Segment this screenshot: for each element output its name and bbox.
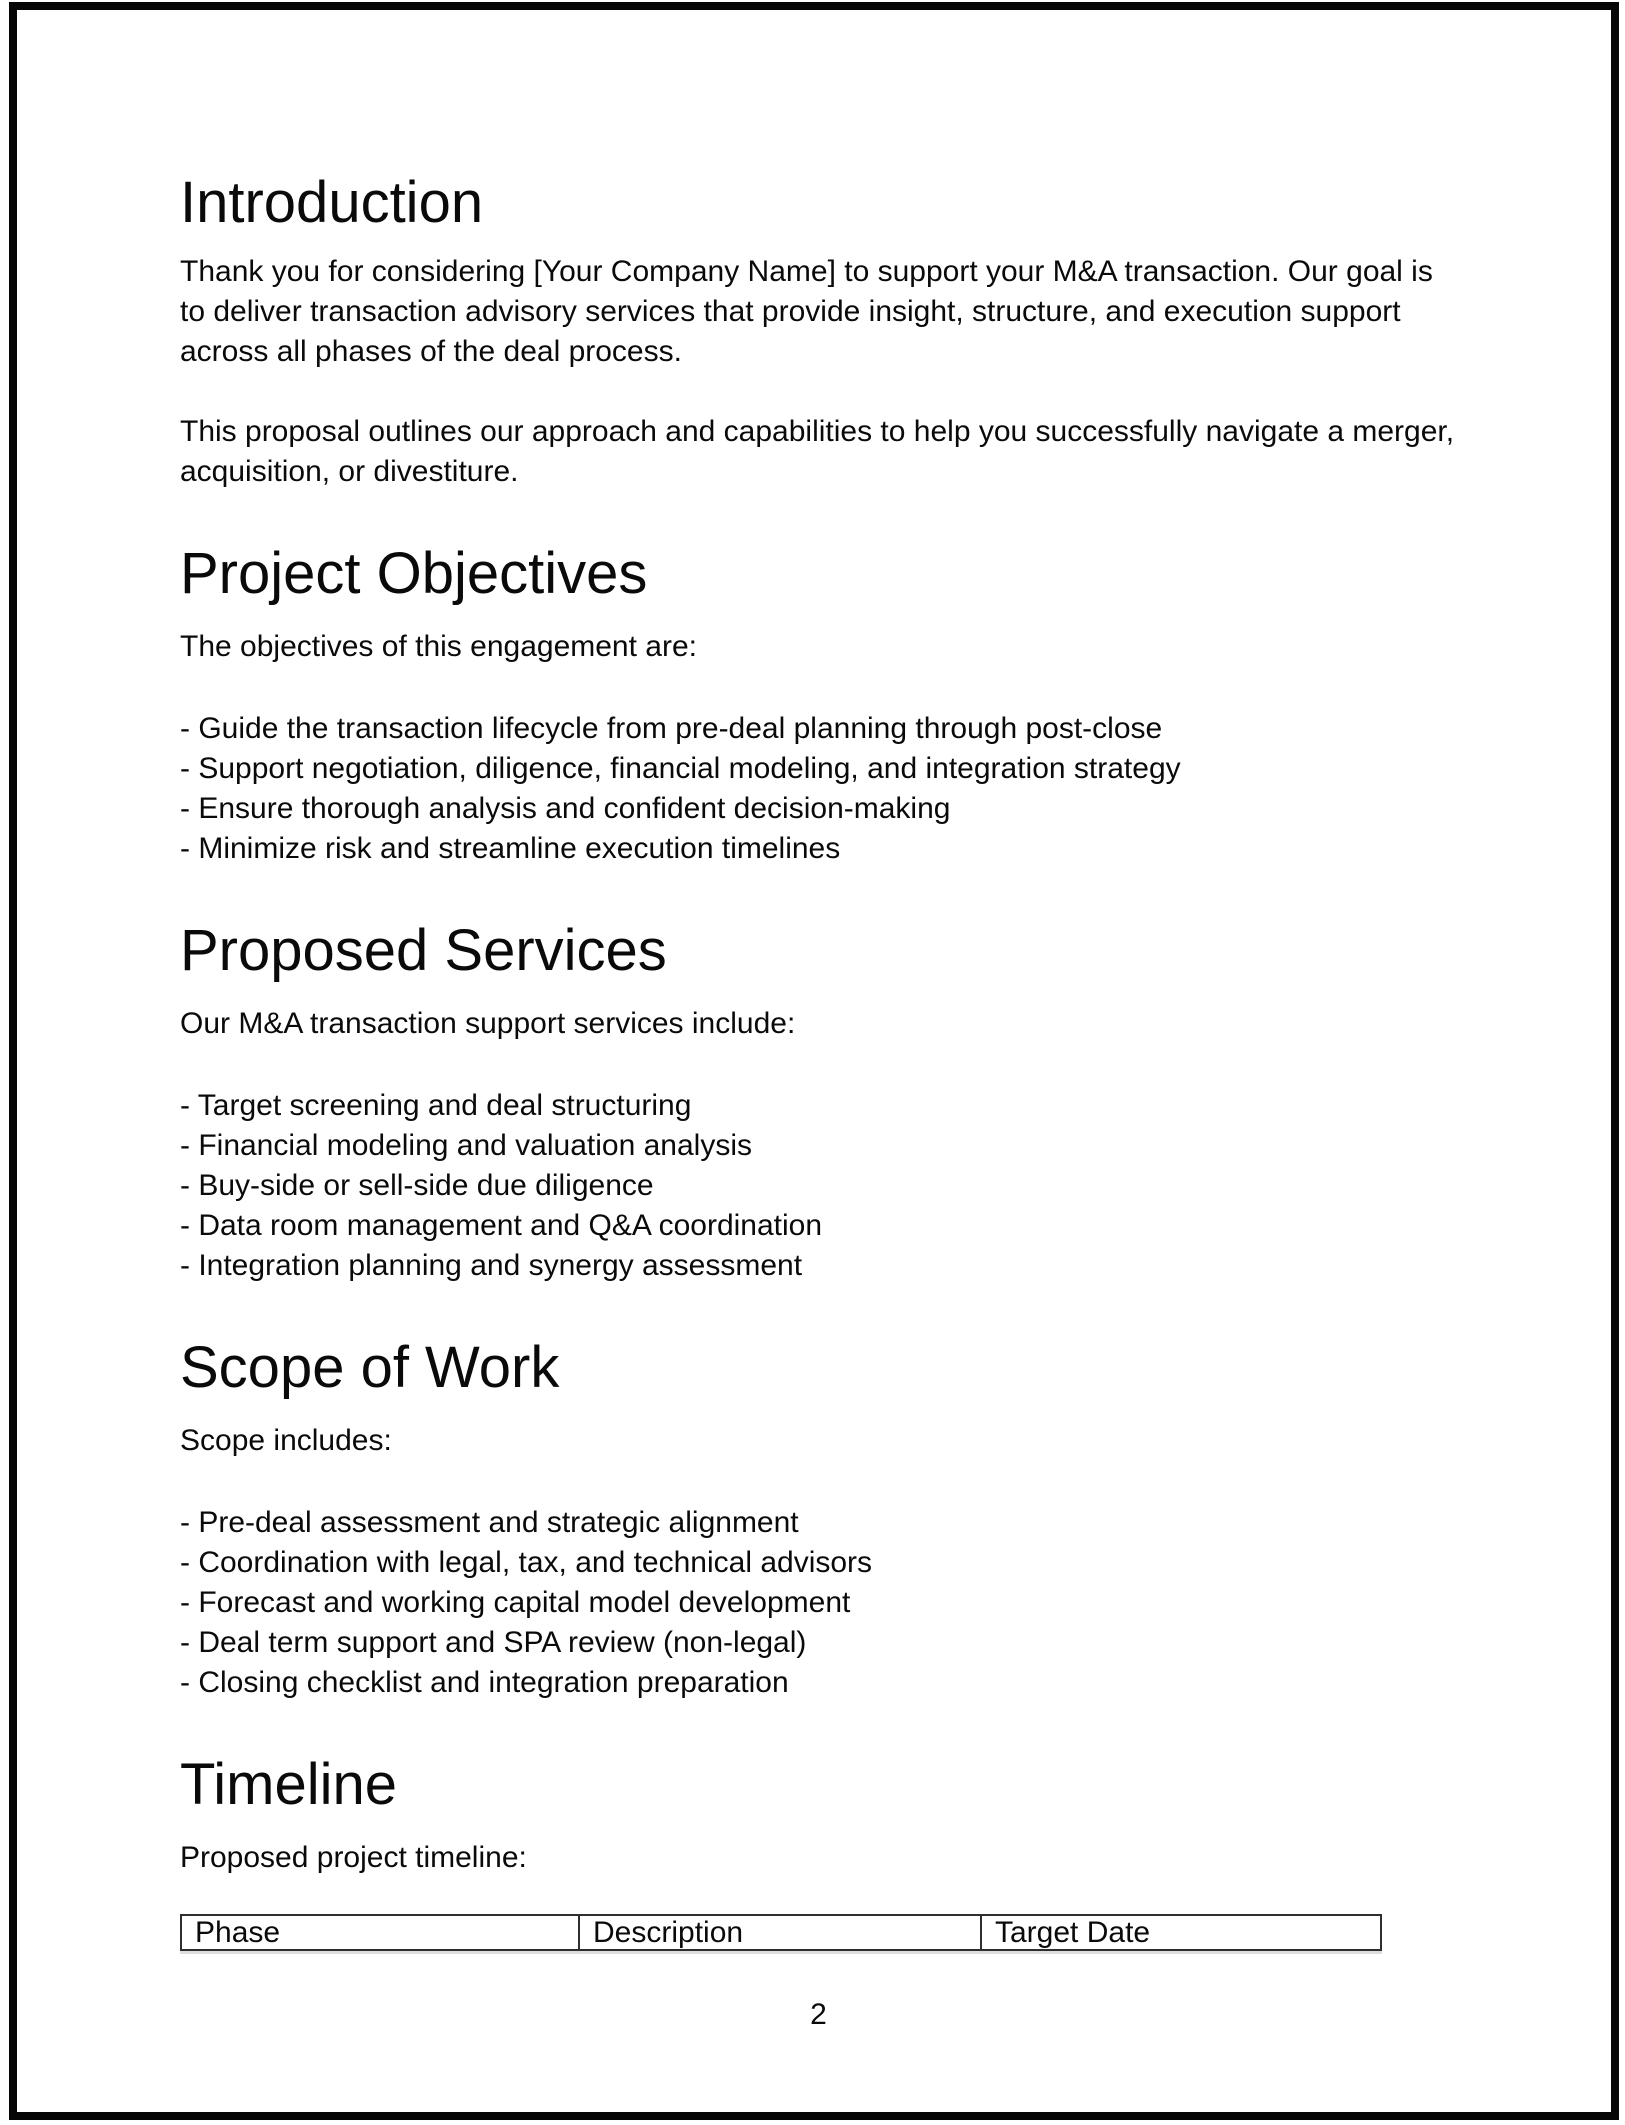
timeline-lead: Proposed project timeline:: [180, 1841, 527, 1874]
list-item: - Integration planning and synergy assessment: [180, 1249, 803, 1282]
list-item: - Support negotiation, diligence, financial modeling, and integration strategy: [180, 752, 1181, 785]
page-number: 2: [810, 1998, 827, 2031]
page-border-frame: [9, 2, 1619, 2120]
introduction-paragraph-2: This proposal outlines our approach and capabilities to help you successfully navigate a merger, acquisition, or divestiture.: [180, 415, 1455, 488]
list-item: - Buy-side or sell-side due diligence: [180, 1169, 654, 1202]
proposed-services-list: [180, 1086, 1457, 1286]
list-item: - Coordination with legal, tax, and technical advisors: [180, 1546, 873, 1579]
document-page: [34, 20, 1596, 2099]
timeline-table-header-phase: Phase: [181, 1915, 579, 1950]
section-heading-proposed-services: Proposed Services: [180, 918, 667, 983]
timeline-table-header-target-date: Target Date: [981, 1915, 1381, 1950]
introduction-paragraph-1: Thank you for considering [Your Company Name] to support your M&A transaction. Our goal is to deliver transaction advisory services that provide insight, structure, and execution support across all phases of the deal process.: [180, 255, 1433, 368]
list-item: - Closing checklist and integration preparation: [180, 1666, 789, 1699]
list-item: - Financial modeling and valuation analysis: [180, 1129, 752, 1162]
scope-of-work-list: [180, 1503, 1457, 1703]
project-objectives-list: [180, 709, 1457, 869]
timeline-table: [180, 1914, 1382, 1951]
section-heading-introduction: Introduction: [180, 170, 484, 235]
section-heading-timeline: Timeline: [180, 1752, 398, 1817]
proposed-services-lead: Our M&A transaction support services include:: [180, 1007, 796, 1040]
list-item: - Forecast and working capital model development: [180, 1586, 851, 1619]
timeline-table-header-description: Description: [579, 1915, 981, 1950]
list-item: - Ensure thorough analysis and confident decision-making: [180, 792, 951, 825]
list-item: - Guide the transaction lifecycle from pre-deal planning through post-close: [180, 712, 1163, 745]
section-heading-project-objectives: Project Objectives: [180, 541, 648, 606]
project-objectives-lead: The objectives of this engagement are:: [180, 630, 697, 663]
list-item: - Minimize risk and streamline execution timelines: [180, 832, 841, 865]
list-item: - Data room management and Q&A coordination: [180, 1209, 823, 1242]
list-item: - Deal term support and SPA review (non-legal): [180, 1626, 807, 1659]
scope-of-work-lead: Scope includes:: [180, 1424, 392, 1457]
list-item: - Target screening and deal structuring: [180, 1089, 692, 1122]
list-item: - Pre-deal assessment and strategic alignment: [180, 1506, 799, 1539]
section-heading-scope-of-work: Scope of Work: [180, 1335, 560, 1400]
timeline-table-header-row: [181, 1915, 1381, 1950]
